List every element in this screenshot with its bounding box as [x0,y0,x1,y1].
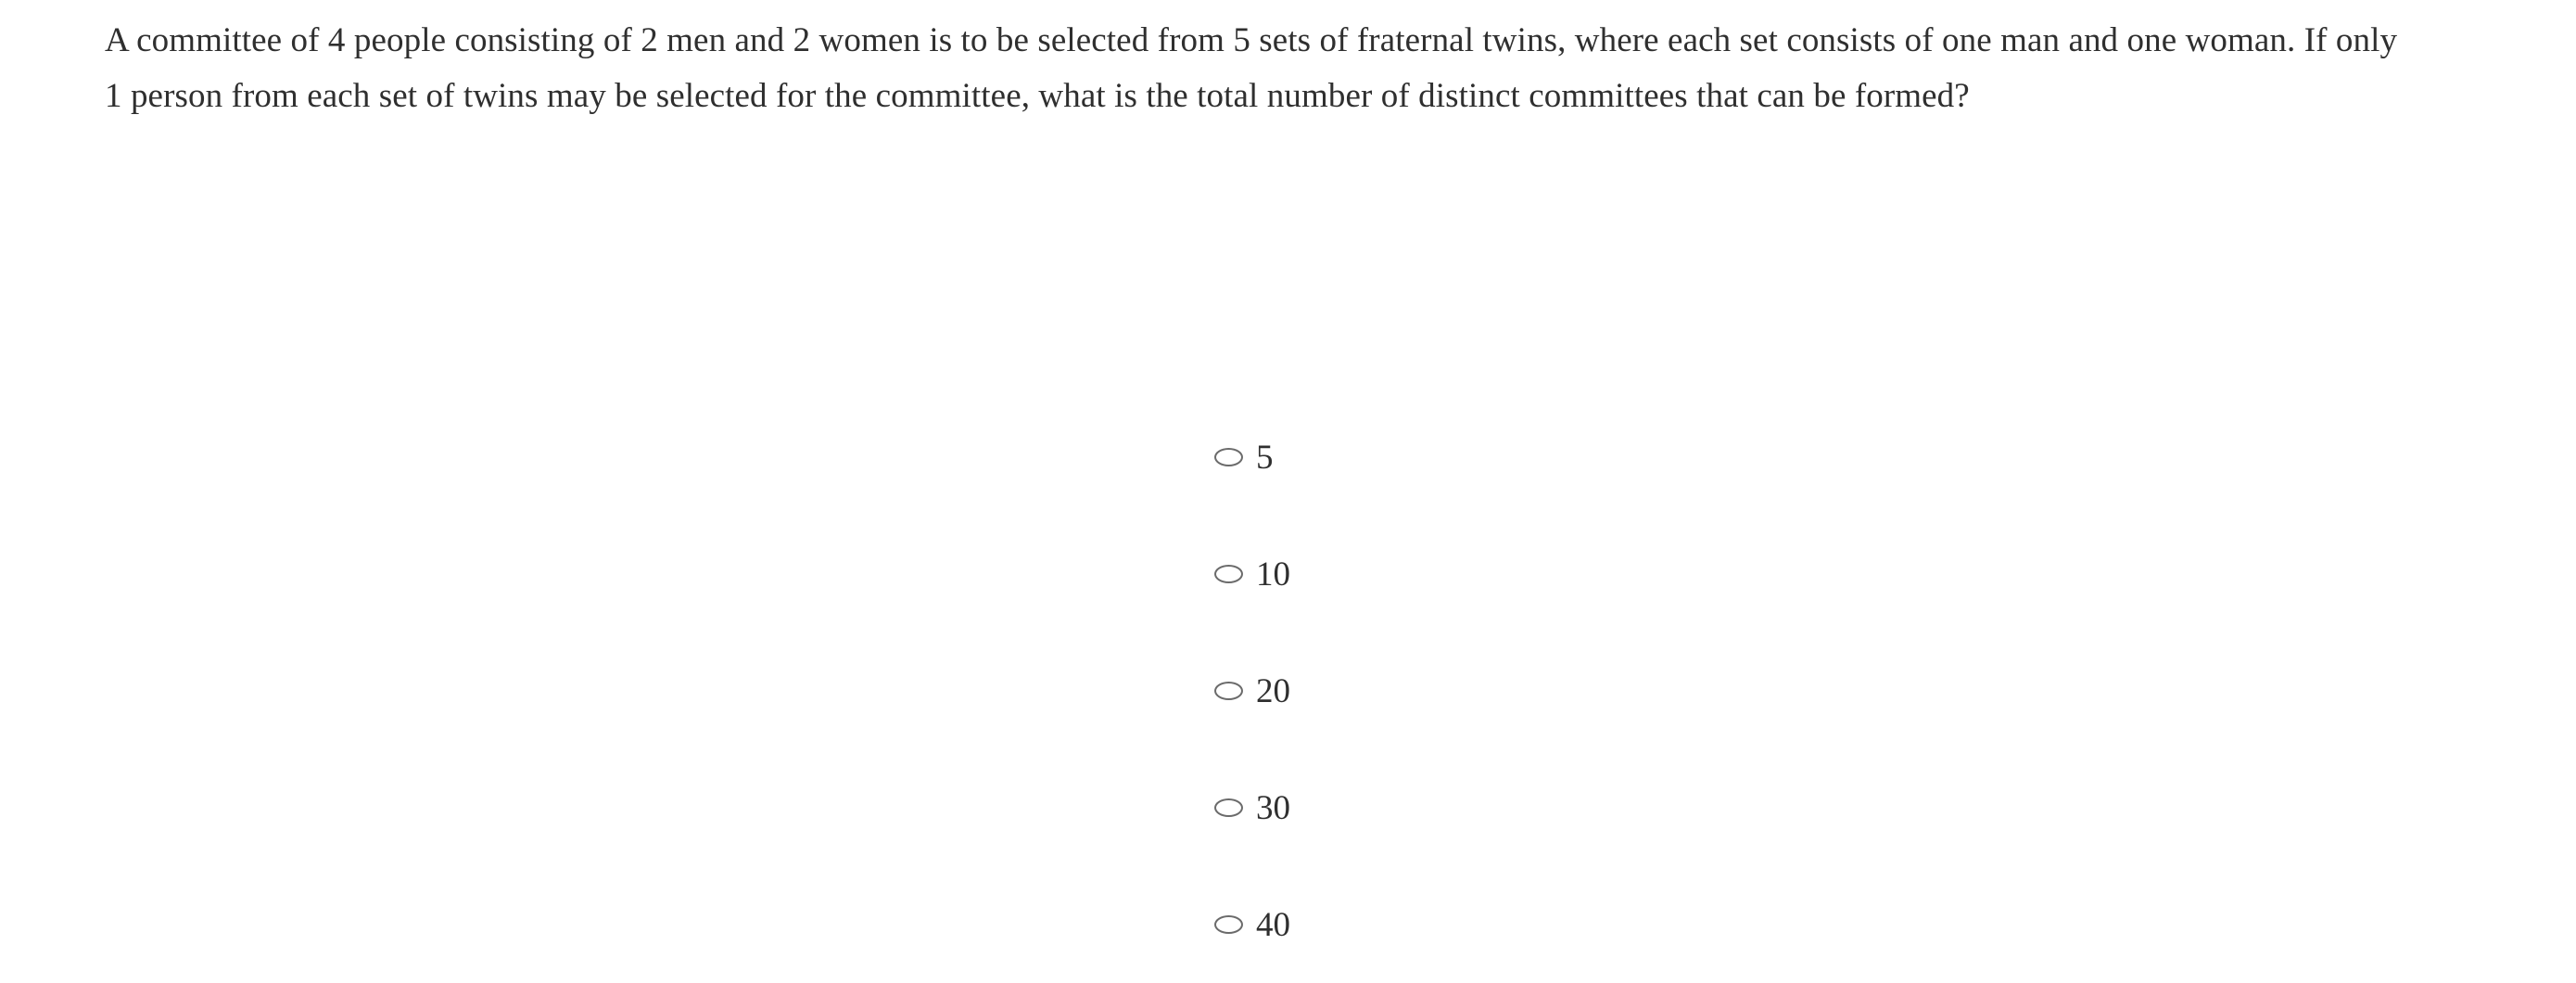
question-block [105,13,2422,124]
radio-button-icon[interactable] [1214,565,1243,583]
list-item[interactable] [1214,866,1770,983]
question-text: A committee of 4 people consisting of 2 men and 2 women is to be selected from 5 sets of fraternal twins, where each set consists of one man and one woman. If only 1 person from each set of twins may be selected for the committee, what is the total number of distinct committees that can be formed? [105,21,2398,115]
option-label: 20 [1256,671,1290,710]
option-label: 30 [1256,788,1290,827]
radio-button-icon[interactable] [1214,915,1243,934]
option-label: 5 [1256,438,1274,477]
list-item[interactable] [1214,516,1770,632]
answer-options-list [1214,399,1770,983]
list-item[interactable] [1214,749,1770,866]
option-label: 10 [1256,555,1290,594]
radio-button-icon[interactable] [1214,798,1243,817]
list-item[interactable] [1214,632,1770,749]
option-label: 40 [1256,905,1290,944]
radio-button-icon[interactable] [1214,448,1243,466]
list-item[interactable] [1214,399,1770,516]
radio-button-icon[interactable] [1214,682,1243,700]
